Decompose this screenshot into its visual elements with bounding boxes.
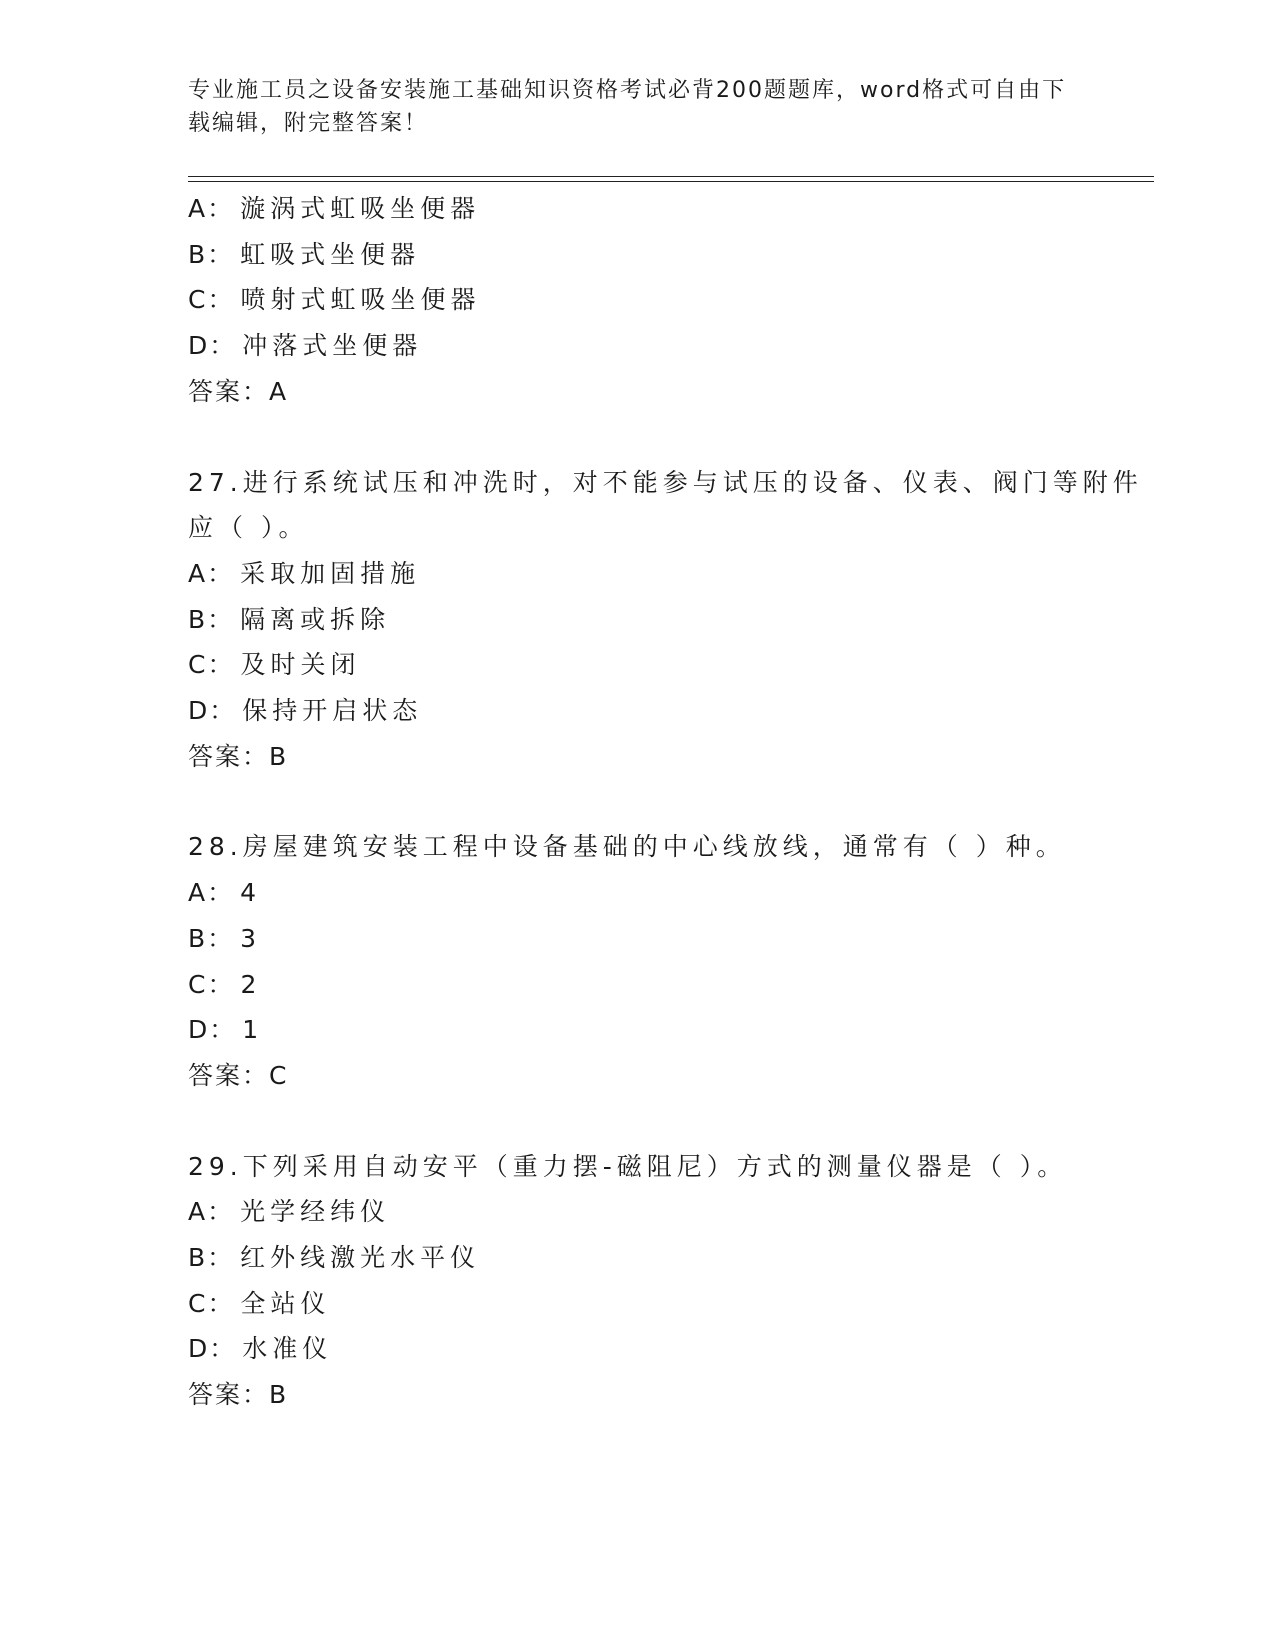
question-stem: 27.进行系统试压和冲洗时，对不能参与试压的设备、仪表、阀门等附件应（ ）。	[188, 467, 1143, 543]
option-text: 漩涡式虹吸坐便器	[240, 194, 481, 223]
option-label: B：	[188, 604, 235, 634]
option-d	[188, 323, 1154, 369]
question-block-28	[188, 824, 1154, 1098]
option-b	[188, 1235, 1154, 1281]
option-label: D：	[188, 1334, 237, 1364]
option-c	[188, 277, 1154, 323]
question-stem: 29.下列采用自动安平（重力摆-磁阻尼）方式的测量仪器是（ ）。	[188, 1151, 1068, 1181]
option-text: 保持开启状态	[242, 696, 423, 726]
option-label: D：	[188, 331, 237, 361]
document-header: 专业施工员之设备安装施工基础知识资格考试必背200题题库，word格式可自由下载编辑，附完整答案！	[188, 78, 1067, 136]
option-label: A：	[188, 558, 235, 588]
answer-line: 答案：C	[188, 1060, 289, 1090]
question-block-27	[188, 460, 1154, 780]
option-text: 喷射式虹吸坐便器	[240, 285, 481, 315]
option-text: 4	[240, 878, 262, 908]
option-b	[188, 232, 1154, 278]
option-text: 全站仪	[240, 1288, 331, 1318]
option-label: C：	[188, 969, 235, 999]
option-text: 隔离或拆除	[240, 604, 391, 634]
option-text: 2	[240, 969, 262, 999]
option-text: 水准仪	[242, 1334, 333, 1364]
option-text: 光学经纬仪	[240, 1197, 391, 1227]
option-label: A：	[188, 878, 235, 908]
option-text: 3	[240, 923, 262, 953]
option-b	[188, 916, 1154, 962]
option-a	[188, 1189, 1154, 1235]
option-text: 1	[242, 1015, 264, 1045]
option-label: A：	[188, 1197, 235, 1227]
option-text: 虹吸式坐便器	[240, 239, 421, 269]
option-label: B：	[188, 1243, 235, 1273]
question-block-29	[188, 1144, 1154, 1418]
option-label: C：	[188, 285, 235, 315]
option-c	[188, 962, 1154, 1008]
header-divider-top	[188, 176, 1154, 177]
option-d	[188, 1326, 1154, 1372]
option-label: A：	[188, 194, 235, 223]
option-c	[188, 642, 1154, 688]
question-content	[188, 186, 1154, 1418]
option-label: C：	[188, 1288, 235, 1318]
option-c	[188, 1281, 1154, 1327]
option-text: 冲落式坐便器	[242, 331, 423, 361]
option-text: 红外线激光水平仪	[240, 1243, 481, 1273]
option-a	[188, 551, 1154, 597]
question-stem: 28.房屋建筑安装工程中设备基础的中心线放线，通常有（ ）种。	[188, 832, 1066, 862]
answer-line: 答案：B	[188, 741, 289, 771]
answer-line: 答案：A	[188, 376, 289, 406]
answer-line: 答案：B	[188, 1380, 289, 1410]
option-label: C：	[188, 650, 235, 680]
header-divider-bottom	[188, 181, 1154, 182]
question-block-continued	[188, 186, 1154, 415]
option-label: D：	[188, 696, 237, 726]
option-text: 采取加固措施	[240, 558, 421, 588]
option-a	[188, 870, 1154, 916]
option-text: 及时关闭	[240, 650, 361, 680]
option-d	[188, 1007, 1154, 1053]
option-label: D：	[188, 1015, 237, 1045]
option-a	[188, 186, 1154, 232]
option-label: B：	[188, 239, 235, 269]
option-label: B：	[188, 923, 235, 953]
option-b	[188, 597, 1154, 643]
option-d	[188, 688, 1154, 734]
